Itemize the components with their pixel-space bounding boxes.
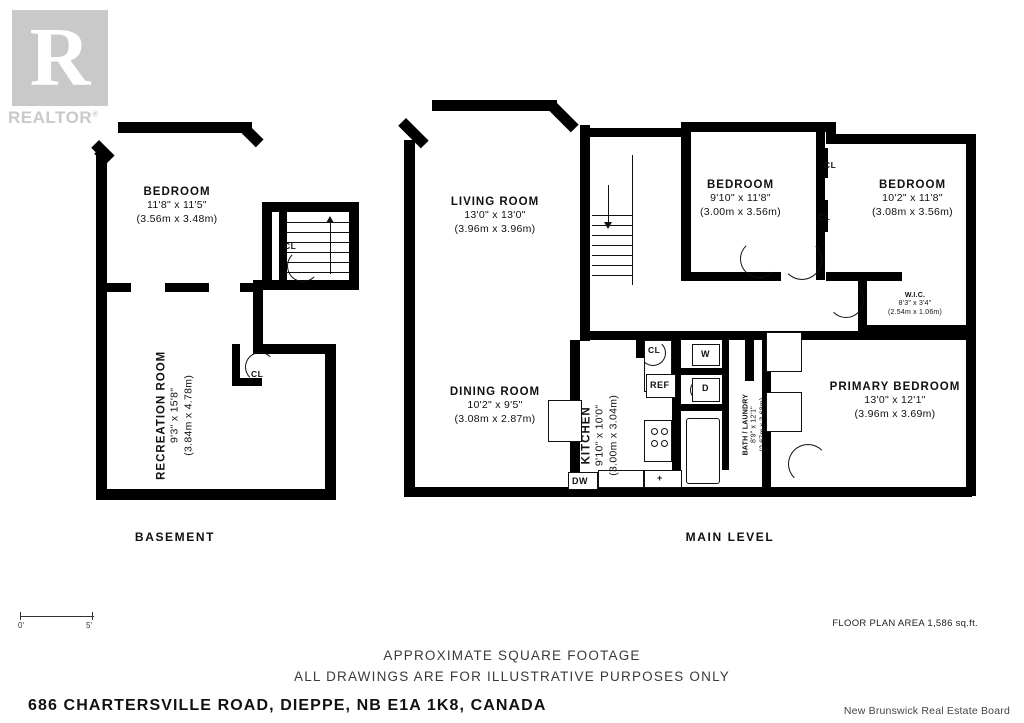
room-dim-ft-primary-bedroom: 13'0" x 12'1" xyxy=(864,394,926,407)
room-dim-ft-kitchen: 9'10" x 10'0" xyxy=(594,404,607,467)
room-name-bath-laundry: BATH / LAUNDRY xyxy=(742,393,750,456)
wall-interior-basement-c xyxy=(240,283,262,292)
realtor-wordmark-text: REALTOR xyxy=(8,108,93,127)
wall-laundry-bottom xyxy=(681,404,723,411)
room-dim-ft-bath-laundry: 8'9" x 12'1" xyxy=(750,406,758,444)
wall-main-bottom-4 xyxy=(676,487,771,497)
wall-main-bottom-window xyxy=(821,487,883,497)
label-closet-basement-lower: CL xyxy=(251,369,264,379)
room-label-bedroom-2 xyxy=(668,178,813,219)
wall-basement-stair-left xyxy=(262,212,272,282)
room-name-primary-bedroom: PRIMARY BEDROOM xyxy=(829,381,961,393)
room-dim-m-bath-laundry: (2.67m x 3.68m) xyxy=(759,397,767,452)
room-dim-m-bedroom-3: (3.08m x 3.56m) xyxy=(872,205,953,218)
property-address: 686 CHARTERSVILLE ROAD, DIEPPE, NB E1A 1K8, CANADA xyxy=(28,697,547,714)
room-dim-ft-recreation-room: 9'3" x 15'8" xyxy=(169,387,182,443)
disclaimer-line-1: APPROXIMATE SQUARE FOOTAGE xyxy=(383,648,641,663)
real-estate-board-credit: New Brunswick Real Estate Board xyxy=(843,705,1010,717)
wall-bay-diagonal-right xyxy=(240,124,263,147)
wall-basement-stair-top xyxy=(262,202,358,212)
room-name-recreation-room: RECREATION ROOM xyxy=(155,350,168,480)
label-closet-bed-a: CL xyxy=(824,160,837,170)
label-dryer: D xyxy=(702,383,709,393)
room-dim-m-primary-bedroom: (3.96m x 3.69m) xyxy=(854,407,936,420)
door-arc-bed3 xyxy=(782,240,822,280)
wall-primary-top-2 xyxy=(866,331,968,340)
room-dim-ft-wic: 8'3" x 3'4" xyxy=(898,300,932,308)
label-closet-bed-b: CL xyxy=(818,212,831,222)
wall-bay-top-left xyxy=(118,122,168,133)
label-closet-basement-upper: CL xyxy=(284,241,297,251)
wall-bed3-bottom-a xyxy=(826,272,866,281)
realtor-registered-mark: ® xyxy=(92,109,99,119)
room-label-kitchen xyxy=(580,350,621,520)
scale-label-0: 0' xyxy=(18,621,24,630)
wall-main-bottom-1 xyxy=(404,487,464,497)
floor-plan-area-note: FLOOR PLAN AREA 1,586 sq.ft. xyxy=(832,618,978,629)
wall-basement-bottom-2 xyxy=(208,489,336,500)
wall-bay-top-window xyxy=(163,122,221,133)
wall-main-bottom-5 xyxy=(766,487,826,497)
room-label-living-room xyxy=(400,195,590,236)
wall-main-bottom-6 xyxy=(878,487,972,497)
room-dim-m-kitchen: (3.00m x 3.04m) xyxy=(607,394,620,476)
wall-main-left xyxy=(404,140,415,495)
wall-interior-basement-b xyxy=(165,283,209,292)
room-dim-ft-dining-room: 10'2" x 9'5" xyxy=(467,399,523,412)
room-label-primary-bedroom xyxy=(795,380,995,421)
room-name-wic: W.I.C. xyxy=(904,292,926,299)
room-dim-m-bedroom-basement: (3.56m x 3.48m) xyxy=(136,212,218,225)
realtor-logo xyxy=(8,8,128,126)
door-arc-bed2 xyxy=(740,240,778,278)
wall-bed-block-step xyxy=(826,122,836,142)
wall-interior-basement-a xyxy=(103,283,131,292)
room-label-bedroom-3 xyxy=(840,178,985,219)
door-arc-closet-upper xyxy=(287,250,319,282)
label-fridge: REF xyxy=(650,380,670,390)
room-label-dining-room xyxy=(400,385,590,426)
room-name-kitchen: KITCHEN xyxy=(580,406,593,465)
sink-mark: + xyxy=(657,473,663,483)
room-dim-ft-bedroom-basement: 11'8" x 11'5" xyxy=(147,199,207,212)
kitchen-sink-counter xyxy=(644,470,682,488)
label-closet-kitchen: CL xyxy=(648,345,661,355)
wall-basement-step-top xyxy=(263,280,359,290)
disclaimer-line-2: ALL DRAWINGS ARE FOR ILLUSTRATIVE PURPOSES ONLY xyxy=(294,669,730,684)
room-dim-ft-living-room: 13'0" x 13'0" xyxy=(464,209,526,222)
realtor-logo-letter: R xyxy=(29,11,91,104)
room-name-bedroom-3: BEDROOM xyxy=(878,179,947,191)
room-dim-ft-bedroom-3: 10'2" x 11'8" xyxy=(882,192,943,205)
room-name-bedroom-basement: BEDROOM xyxy=(143,186,211,198)
wall-main-bay-top-1 xyxy=(432,100,472,111)
room-label-bedroom-basement xyxy=(92,185,262,226)
wall-laundry-mid xyxy=(681,368,723,375)
bathtub xyxy=(686,418,720,484)
wall-bed2-top xyxy=(681,122,831,132)
room-dim-m-bedroom-2: (3.00m x 3.56m) xyxy=(700,205,781,218)
room-name-dining-room: DINING ROOM xyxy=(449,386,541,398)
door-arc-primary xyxy=(788,444,828,484)
wall-hall-left xyxy=(580,151,590,341)
door-arc-wic xyxy=(828,282,864,318)
room-dim-m-dining-room: (3.08m x 2.87m) xyxy=(454,412,536,425)
room-name-living-room: LIVING ROOM xyxy=(450,196,540,208)
room-dim-m-living-room: (3.96m x 3.96m) xyxy=(454,222,536,235)
scale-bar xyxy=(20,612,94,632)
room-label-bath-laundry xyxy=(742,370,767,480)
wall-primary-top xyxy=(745,331,875,340)
wall-bed3-bottom-b xyxy=(862,272,902,281)
kitchen-counter-stove xyxy=(644,420,672,462)
wall-basement-bottom-1 xyxy=(96,489,146,500)
wall-main-top-connector xyxy=(586,128,622,137)
wall-basement-right-lower xyxy=(325,350,336,500)
room-label-wic xyxy=(875,292,955,317)
level-title-main: MAIN LEVEL xyxy=(685,530,775,544)
room-label-recreation-room xyxy=(155,330,196,500)
room-dim-m-recreation-room: (3.84m x 4.78m) xyxy=(182,374,195,456)
scale-bar-line xyxy=(20,616,94,617)
scale-tick-5 xyxy=(92,612,93,620)
scale-tick-0 xyxy=(20,612,21,620)
wall-bed3-top xyxy=(826,134,976,144)
wall-main-bottom-2 xyxy=(516,487,576,497)
label-washer: W xyxy=(701,349,710,359)
wall-kitchen-top xyxy=(580,331,640,340)
stove-burner-4 xyxy=(661,440,668,447)
wall-main-top-connector-2 xyxy=(618,128,660,137)
room-dim-m-wic: (2.54m x 1.06m) xyxy=(888,308,942,316)
stove-burner-1 xyxy=(651,428,658,435)
realtor-logo-wordmark xyxy=(8,108,99,128)
level-title-basement: BASEMENT xyxy=(134,530,216,544)
room-name-bedroom-2: BEDROOM xyxy=(706,179,775,191)
wall-main-bay-window xyxy=(468,100,530,111)
room-dim-ft-bedroom-2: 9'10" x 11'8" xyxy=(710,192,771,205)
wall-laundry-divider xyxy=(722,340,729,470)
wall-basement-right-upper xyxy=(349,202,359,288)
wall-main-bay-diag-right xyxy=(548,102,578,132)
washer-box xyxy=(766,332,802,372)
label-dishwasher: DW xyxy=(572,476,588,486)
stove-burner-2 xyxy=(661,428,668,435)
stove-burner-3 xyxy=(651,440,658,447)
scale-label-5: 5' xyxy=(86,621,92,630)
wall-kitchen-top-2 xyxy=(632,331,752,340)
wall-main-bottom-window xyxy=(459,487,521,497)
